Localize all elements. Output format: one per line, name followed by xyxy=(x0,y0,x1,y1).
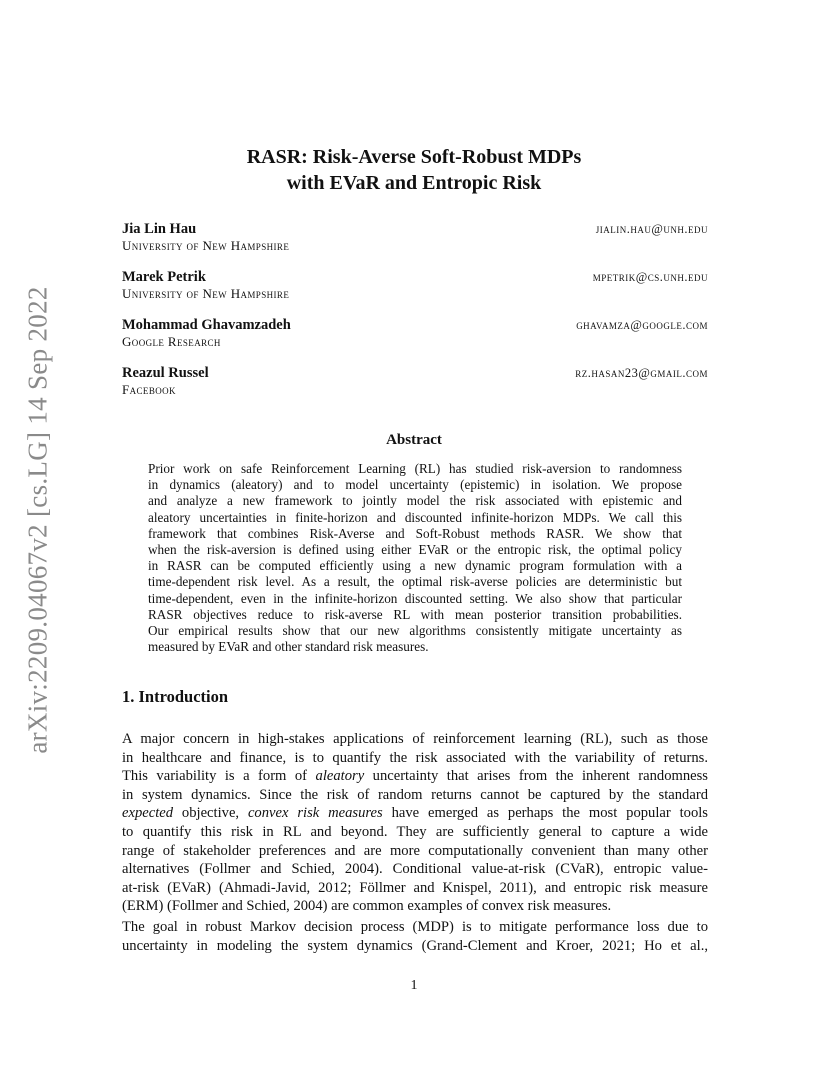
paragraph-line: in system dynamics. Since the risk of random returns cannot be captured by the standard xyxy=(122,786,708,803)
author-email[interactable]: jialin.hau@unh.edu xyxy=(595,222,708,236)
page-number: 1 xyxy=(410,978,418,993)
abstract-line: Prior work on safe Reinforcement Learning (RL) has studied risk-aversion to randomness xyxy=(148,461,682,476)
paragraph-line: A major concern in high-stakes applications of reinforcement learning (RL), such as those xyxy=(122,731,708,747)
paragraph-line: uncertainty in modeling the system dynamics (Grand-Clement and Kroer, 2021; Ho et al., xyxy=(122,937,708,954)
author-name: Mohammad Ghavamzadeh xyxy=(122,317,291,333)
title-line-2: with EVaR and Entropic Risk xyxy=(286,172,542,194)
author-affiliation: Facebook xyxy=(122,382,176,397)
author-entry xyxy=(122,268,708,316)
author-name: Marek Petrik xyxy=(122,269,206,285)
abstract-line: time-dependent, even in the infinite-horizon discounted setting. We also show that particular xyxy=(148,590,682,606)
text-run: This variability is a form of xyxy=(122,768,316,785)
abstract-line: time-dependent risk level. As a result, the optimal risk-averse policies are deterministic but xyxy=(148,574,682,590)
abstract-line: Our empirical results show that our new algorithms consistently mitigate uncertainty as xyxy=(148,623,682,639)
author-entry xyxy=(122,220,708,268)
abstract-line: RASR objectives reduce to risk-averse RL with mean posterior transition probabilities. xyxy=(148,606,682,622)
text-run: have emerged as perhaps the most popular tools xyxy=(382,805,708,822)
paragraph-line: alternatives (Follmer and Schied, 2004). Conditional value-at-risk (CVaR), entropic value- xyxy=(122,861,708,878)
section-heading-introduction: 1. Introduction xyxy=(122,687,229,706)
intro-paragraph-1 xyxy=(122,730,708,916)
paragraph-line: in healthcare and finance, is to quantify the risk associated with the variability of returns. xyxy=(122,749,708,766)
author-name: Reazul Russel xyxy=(122,365,209,381)
abstract-heading: Abstract xyxy=(386,432,442,448)
author-block xyxy=(122,220,708,412)
author-affiliation: University of New Hampshire xyxy=(122,238,290,253)
author-email[interactable]: mpetrik@cs.unh.edu xyxy=(592,270,708,284)
abstract-line: when the risk-aversion is defined using either EVaR or the entropic risk, the optimal policy xyxy=(148,542,682,558)
text-run: uncertainty that arises from the inherent randomness xyxy=(364,768,708,785)
author-name: Jia Lin Hau xyxy=(122,221,197,237)
emphasis-aleatory: aleatory xyxy=(315,768,365,785)
abstract-line: in RASR can be computed efficiently using a new dynamic program formulation with a xyxy=(148,558,682,574)
author-email[interactable]: rz.hasan23@gmail.com xyxy=(575,366,708,380)
abstract-line: framework that combines Risk-Averse and Soft-Robust methods RASR. We show that xyxy=(148,525,682,541)
title-line-1: RASR: Risk-Averse Soft-Robust MDPs xyxy=(246,146,582,168)
text-run: objective, xyxy=(173,805,248,822)
paper-title xyxy=(0,144,828,196)
arxiv-side-stamp: arXiv:2209.04067v2 [cs.LG] 14 Sep 2022 xyxy=(22,286,53,754)
abstract-line: measured by EVaR and other standard risk measures. xyxy=(148,639,429,655)
paragraph-line: (ERM) (Follmer and Schied, 2004) are common examples of convex risk measures. xyxy=(122,898,612,915)
abstract-line: in dynamics (aleatory) and to model uncertainty (epistemic) in isolation. We propose xyxy=(148,477,682,493)
abstract-body xyxy=(148,461,682,655)
author-entry xyxy=(122,364,708,412)
paragraph-line xyxy=(122,767,708,786)
author-affiliation: University of New Hampshire xyxy=(122,286,290,301)
author-entry xyxy=(122,316,708,364)
emphasis-convex-risk-measures: convex risk measures xyxy=(247,805,383,822)
paragraph-line: at-risk (EVaR) (Ahmadi-Javid, 2012; Föllmer and Knispel, 2011), and entropic risk measure xyxy=(122,879,708,896)
paragraph-line xyxy=(122,804,708,823)
paragraph-line: to quantify this risk in RL and beyond. They are sufficiently general to capture a wide xyxy=(122,823,708,840)
paragraph-line: range of stakeholder preferences and are more computationally convenient than many other xyxy=(122,842,708,859)
abstract-line: and analyze a new framework to jointly model the risk associated with epistemic and xyxy=(148,493,682,509)
author-email[interactable]: ghavamza@google.com xyxy=(576,318,708,332)
intro-paragraph-2 xyxy=(122,918,708,955)
author-affiliation: Google Research xyxy=(122,334,221,349)
paragraph-line: The goal in robust Markov decision process (MDP) is to mitigate performance loss due to xyxy=(122,919,708,935)
abstract-line: aleatory uncertainties in finite-horizon and discounted infinite-horizon MDPs. We call this xyxy=(148,509,682,525)
emphasis-expected: expected xyxy=(122,805,174,822)
